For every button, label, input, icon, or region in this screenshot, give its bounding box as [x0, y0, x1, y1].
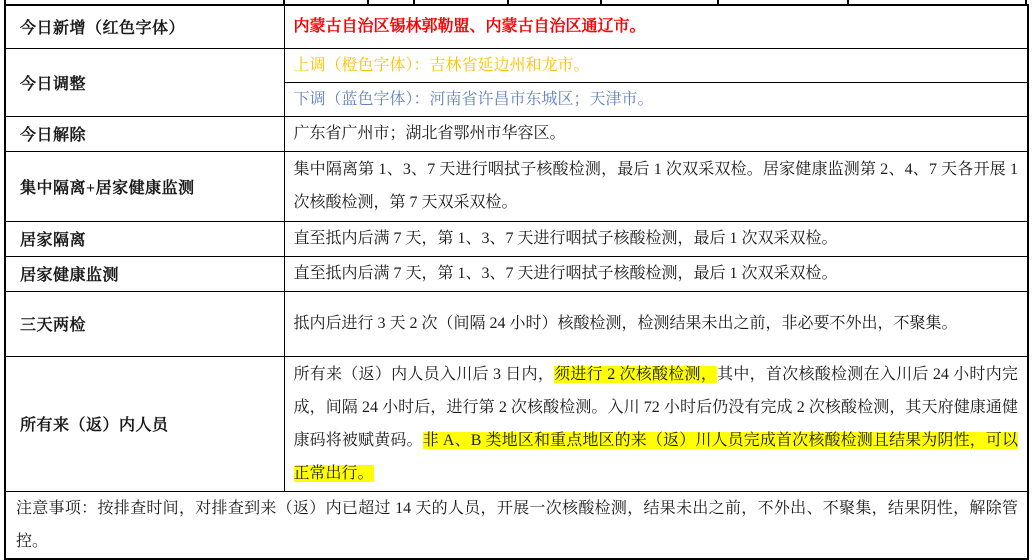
notes-text: 注意事项：按排查时间，对排查到来（返）内已超过 14 天的人员，开展一次核酸检测，结果未出之前，不外出、不聚集，结果阴性，解除管控。: [5, 491, 1028, 559]
row-release-today: [5, 116, 1028, 151]
row-centralized-plus-home: [5, 151, 1028, 221]
highlighted-text-segment: 非 A、B 类地区和重点地区的来（返）川人员完成首次核酸检测且结果为阴性，可以正常出行。: [293, 431, 1018, 482]
text-segment: 其中，首次核酸检测在入川后 24 小时内完成，间隔 24 小时后，进行第 2 次核酸检测。入川 72 小时后仍没有完成 2 次核酸检测，其天府健康通健康码将被赋黄码。: [293, 365, 1018, 449]
row-label-adjust-today: 今日调整: [5, 48, 284, 116]
highlighted-text-segment: 须进行 2 次核酸检测，: [554, 365, 718, 383]
row-label-centralized-plus-home: 集中隔离+居家健康监测: [5, 151, 284, 221]
row-value-centralized-plus-home: 集中隔离第 1、3、7 天进行咽拭子核酸检测，最后 1 次双采双检。居家健康监测第 2、4、7 天各开展 1 次核酸检测，第 7 天双采双检。: [284, 151, 1028, 221]
row-new-today: [5, 5, 1028, 48]
row-value-home-quarantine: 直至抵内后满 7 天，第 1、3、7 天进行咽拭子核酸检测，最后 1 次双采双检。: [284, 221, 1028, 256]
row-value-home-health-monitoring: 直至抵内后满 7 天，第 1、3、7 天进行咽拭子核酸检测，最后 1 次双采双检。: [284, 256, 1028, 291]
row-value-release-today: 广东省广州市；湖北省鄂州市华容区。: [284, 116, 1028, 151]
adjust-up-orange-text: 上调（橙色字体）：吉林省延边州和龙市。: [293, 56, 590, 74]
row-notes: [5, 491, 1028, 559]
row-three-days-two-tests: [5, 291, 1028, 356]
row-label-three-days-two-tests: 三天两检: [5, 291, 284, 356]
row-label-all-arrivals: 所有来（返）内人员: [5, 356, 284, 491]
row-value-adjust-up: [284, 48, 1028, 82]
new-today-red-text: 内蒙古自治区锡林郭勒盟、内蒙古自治区通辽市。: [293, 18, 646, 36]
row-label-home-quarantine: 居家隔离: [5, 221, 284, 256]
row-all-arrivals: [5, 356, 1028, 491]
row-value-adjust-down: [284, 82, 1028, 116]
row-home-quarantine: [5, 221, 1028, 256]
row-home-health-monitoring: [5, 256, 1028, 291]
row-value-all-arrivals: [284, 356, 1028, 491]
row-label-release-today: 今日解除: [5, 116, 284, 151]
adjust-down-blue-text: 下调（蓝色字体）：河南省许昌市东城区；天津市。: [293, 90, 654, 108]
row-label-new-today: 今日新增（红色字体）: [5, 5, 284, 48]
covid-policy-table: [4, 4, 1029, 560]
row-value-new-today: [284, 5, 1028, 48]
text-segment: 所有来（返）内人员入川后 3 日内，: [293, 365, 555, 383]
row-label-home-health-monitoring: 居家健康监测: [5, 256, 284, 291]
row-value-three-days-two-tests: 抵内后进行 3 天 2 次（间隔 24 小时）核酸检测，检测结果未出之前，非必要不外出，不聚集。: [284, 291, 1028, 356]
row-adjust-up: [5, 48, 1028, 82]
